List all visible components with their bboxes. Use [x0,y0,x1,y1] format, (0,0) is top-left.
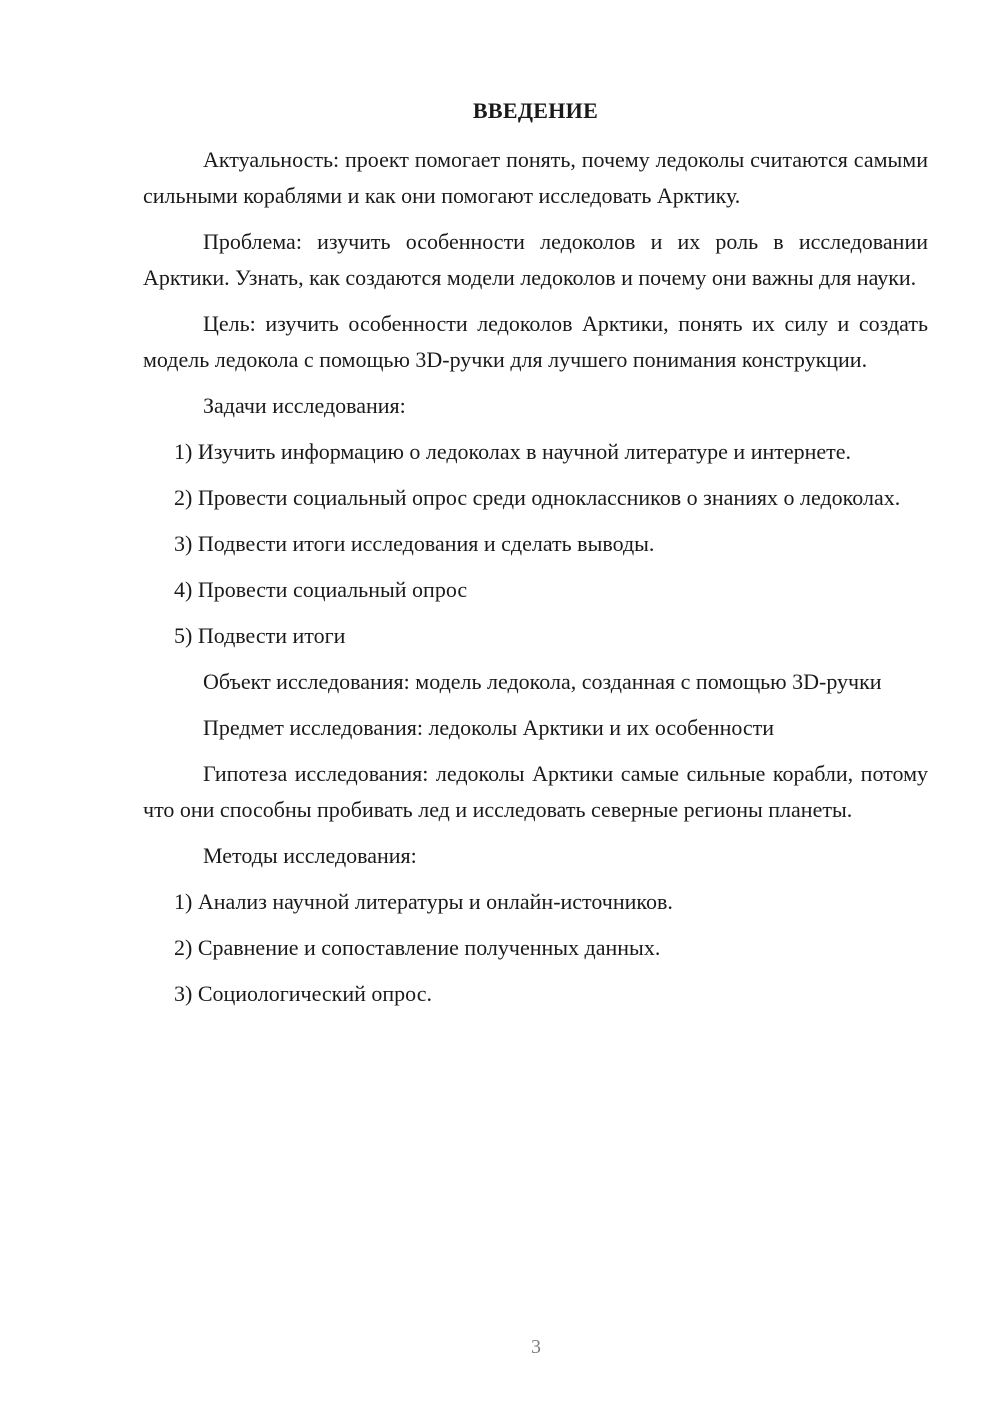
method-item-1: 1) Анализ научной литературы и онлайн-источников. [174,889,673,914]
task-item-5: 5) Подвести итоги [174,623,346,648]
tasks-heading: Задачи исследования: [203,393,406,418]
methods-heading: Методы исследования: [203,843,417,868]
method-item-3: 3) Социологический опрос. [174,981,432,1006]
method-item-2: 2) Сравнение и сопоставление полученных данных. [174,935,661,960]
task-item-1: 1) Изучить информацию о ледоколах в научной литературе и интернете. [174,439,852,464]
subject-paragraph: Предмет исследования: ледоколы Арктики и их особенности [203,715,775,740]
task-item-2: 2) Провести социальный опрос среди одноклассников о знаниях о ледоколах. [174,485,901,510]
page-title: ВВЕДЕНИЕ [472,98,599,123]
page-number: 3 [531,1336,541,1358]
task-item-3: 3) Подвести итоги исследования и сделать выводы. [174,531,655,556]
relevance-paragraph: Актуальность: проект помогает понять, почему ледоколы считаются самыми сильными кораблями и как они помогают исследовать Арктику. [143,147,928,208]
document-body [143,142,928,1022]
object-paragraph: Объект исследования: модель ледокола, созданная с помощью 3D-ручки [203,669,882,694]
task-item-4: 4) Провести социальный опрос [174,577,468,602]
hypothesis-paragraph: Гипотеза исследования: ледоколы Арктики самые сильные корабли, потому что они способны пробивать лед и исследовать северные регионы планеты. [143,761,928,822]
goal-paragraph: Цель: изучить особенности ледоколов Арктики, понять их силу и создать модель ледокола с помощью 3D-ручки для лучшего понимания конструкции. [143,311,928,372]
problem-paragraph: Проблема: изучить особенности ледоколов и их роль в исследовании Арктики. Узнать, как создаются модели ледоколов и почему они важны для науки. [143,229,928,290]
